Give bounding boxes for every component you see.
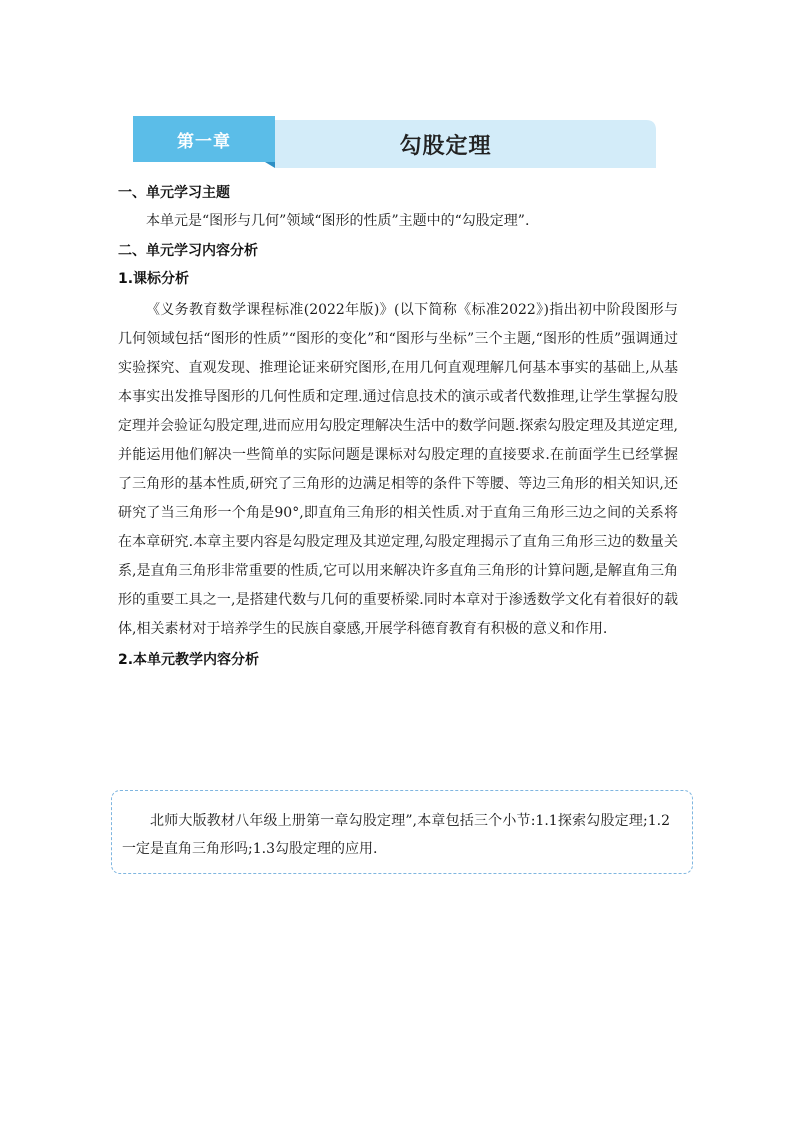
- section-1-text: 本单元是“图形与几何”领域“图形的性质”主题中的“勾股定理”.: [146, 213, 530, 229]
- subsection-1-text: 《义务教育数学课程标准(2022年版)》(以下简称《标准2022》)指出初中阶段图形与几何领域包括“图形的性质”“图形的变化”和“图形与坐标”三个主题,“图形的性质”强调通过实验探究、直观发现、推理论证来研究图形,在用几何直观理解几何基本事实的基础上,从基本事实出发推导图形的几何性质和定理.通过信息技术的演示或者代数推理,让学生掌握勾股定理并会验证勾股定理,进而应用勾股定理解决生活中的数学问题.探索勾股定理及其逆定理,并能运用他们解决一些简单的实际问题是课标对勾股定理的直接要求.在前面学生已经掌握了三角形的基本性质,研究了三角形的边满足相等的条件下等腰、等边三角形的相关知识,还研究了当三角形一个角是90°,即直角三角形的相关性质.对于直角三角形三边之间的关系将在本章研究.本章主要内容是勾股定理及其逆定理,勾股定理揭示了直角三角形三边的数量关系,是直角三角形非常重要的性质,它可以用来解决许多直角三角形的计算问题,是解直角三角形的重要工具之一,是搭建代数与几何的重要桥梁.同时本章对于渗透数学文化有着很好的载体,相关素材对于培养学生的民族自豪感,开展学科德育教育有积极的意义和作用.: [118, 302, 678, 637]
- content-note-box: [111, 790, 693, 874]
- chapter-title: 勾股定理: [399, 133, 492, 159]
- subsection-heading-2: 2.本单元教学内容分析: [118, 652, 260, 668]
- subsection-heading-1: 1.课标分析: [118, 271, 190, 287]
- banner-fold: [265, 162, 275, 168]
- content-note-text: 北师大版教材八年级上册第一章勾股定理”,本章包括三个小节:1.1探索勾股定理;1.2一定是直角三角形吗;1.3勾股定理的应用.: [122, 813, 670, 857]
- section-heading-2: 二、单元学习内容分析: [118, 243, 258, 259]
- section-heading-1: 一、单元学习主题: [118, 185, 230, 201]
- chapter-banner: [133, 116, 656, 168]
- document-body: [118, 183, 678, 677]
- chapter-label: 第一章: [177, 131, 231, 152]
